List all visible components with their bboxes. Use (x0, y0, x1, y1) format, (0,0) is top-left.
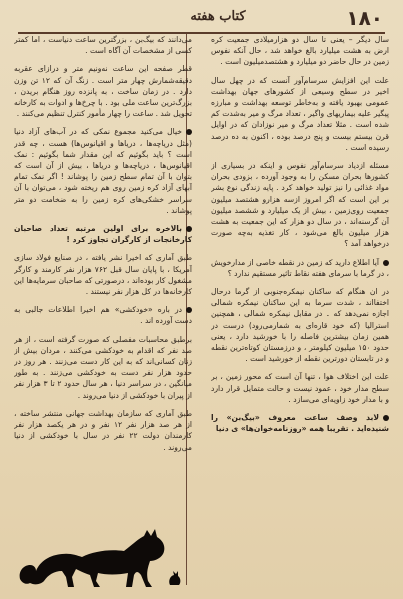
paragraph (14, 126, 192, 216)
left-column (14, 34, 192, 515)
small-cat-icon (169, 571, 180, 585)
paragraph-text: در باره «خودکشی» هم اخیرا اطلاعات جالبی به دست آورده اند . (14, 305, 192, 326)
paragraph-text: بالاخره برای اولین مرتبه تعداد صاحبان کارخانجات از کارگران تجاوز کرد ! (14, 224, 192, 245)
paragraph: طبق آماری که اخیرا نشر یافته ، در صنایع فولاد سازی آمریکا ، با پایان سال قبل ۷۶۲ هزار نفر کارمند و کارگر مشغول کار بوده‌اند ، درصورتی که صاحبان سرمایه‌ها این کارخانه‌ها در کل هزار نفر نیستند . (14, 253, 192, 297)
paragraph (211, 412, 389, 434)
paragraph (211, 257, 389, 279)
paragraph: برطبق محاسبات مفصلی که صورت گرفته است ، از هر صد نفر که اقدام به خودکشی می‌کنند ، مردان بیش از زنان کسانی‌اند که به این کار دست می‌زنند . هر روز در حدود هزار نفر دست به خودکشی می‌زنند . به طور میانگین ، در سراسر دنیا ، هر سال حدود ۲ تا ۳ هزار نفر از پیران با خودکشی از دنیا می‌روند . (14, 334, 192, 400)
magazine-title: کتاب هفته (190, 9, 246, 24)
paragraph: می‌دانند که بیگ‌بن ، بزرگترین ساعت دنیاست ، اما کمتر کسی از مشخصات آن آگاه است . (14, 35, 192, 56)
article-columns (14, 34, 389, 589)
paragraph: مسئله ازدیاد سرسام‌آور نفوس و اینکه در بسیاری از کشورها بحران مسکن را به وجود آورده ، بزودی بحران مواد غذائی را نیز تولید خواهد کرد . پایه زندگی نوع بشر بر این است که اگر امروز ازسه هزارو هشتصد میلیون جمعیت روی‌زمین ، بیش از یک میلیارد و ششصد میلیون آن گرسنه‌اند ، در سال دو هزار که این جمعیت به هشت هزار میلیون بالغ می‌شود ، کار تغذیه به‌چه صورت درخواهد آمد ؟ (211, 161, 389, 249)
bullet-icon (186, 226, 192, 232)
paragraph (14, 223, 192, 245)
paragraph: علت این اختلاف هوا ، تنها آن است که محور زمین ، بر سطح مدار خود ، عمود نیست و حالت متمایل قرار دارد و با مدار خود زاویه‌ای می‌سازد . (211, 372, 389, 404)
paragraph: قطر صفحه این ساعت نه‌ونیم متر و درازای عقربه دقیقه‌شمارش چهار متر است . زنگ آن که ۱۲ تن وزن دارد . در زمان ساخت ، به پانزده روز هنگام بریدن ، بزرگ‌ترین ساعت ملی بود . با چرخ‌ها و ادوات به کارخانه تحویل شد . ساعت را چهار مأمور کنترل تنظیم می‌کنند . (14, 64, 192, 119)
paragraph-text: خیال می‌کنید مجموع نمکی که در آب‌های آزاد دنیا (مثل دریاچه‌ها ، دریاها و اقیانوس‌ها) هست ، چه قدر است ؟ باید بگوئیم که این مقدار شما بگوئیم : نمک اقیانوس‌ها ، دریاچه‌ها و دریاها ، بیش از آن است که بتوان با آن تمام سطح زمین را پوشاند ! اگر نمک تمام آبهای آزاد کره زمین روی هم ریخته شود ، می‌توان با آن سراسر خشکی‌های کره زمین را به ضخامت دو متر پوشاند . (14, 127, 192, 215)
paragraph-text: آیا اطلاع دارید که زمین در نقطه خاصی از مدارخویش ، در گرما با سرمای هفته نقاط تاثیر مستقیم ندارد ؟ (211, 257, 389, 278)
bullet-icon (383, 415, 389, 421)
right-column (211, 34, 389, 589)
black-cat-silhouette (20, 529, 165, 587)
page-header (18, 6, 385, 34)
paragraph: سال دیگر – یعنی تا سال دو هزارمیلادی جمعیت کره ارض به هشت میلیارد بالغ خواهد شد ، حال آنکه نفوس زمین در حال حاضر دو میلیارد و هشتصدمیلیون است . (211, 35, 389, 67)
bullet-icon (186, 129, 192, 135)
bullet-icon (186, 307, 192, 313)
bullet-icon (383, 260, 389, 266)
paragraph: طبق آماری که سازمان بهداشت جهانی منتشر ساخته ، از هر صد هزار نفر ۱۲ نفر و در هر یکصد هزار نفر کارمندان دولت ۲۲ نفر در سال با خودکشی از دنیا می‌روند . (14, 408, 192, 452)
paragraph-heading: لابد وصف ساعت معروف «بیگ‌بن» را شنیده‌اید . (211, 413, 389, 434)
page-number: ۱۸۰ (346, 6, 383, 30)
paragraph-text: تقریبا همه «روزنامه‌خوان‌ها» ی دنیا (215, 424, 349, 434)
paragraph (14, 304, 192, 326)
paragraph: علت این افزایش سرسام‌آور آنست که در چهل سال اخیر در سطح وسیعی از کشورهای جهان بهداشت عمومی بهبود یافته و به‌خاطر توسعه بهداشت و مبارزه پیگیر علیه بیماریهای واگیر ، تعداد مرگ و میر به‌شدت کم شده است . مثلا تعداد مرگ و میر نوزادان که در اوایل قرن بیستم بیست و پنج درصد بوده ، اکنون به ده درصد رسیده است . (211, 75, 389, 152)
black-cat-illustration (14, 521, 184, 591)
paragraph: در ان هنگام که ساکنان نیمکره‌جنوبی از گرما درحال اختفا‌اند ، شدت سرما به این ساکنان نیمکره شمالی اجازه نمی‌دهد که ۔ در مقابل نیمکره شمالی ، همچنین استرالیا (که خود قاره‌ای به شمارمی‌رود) درست در همین زمان بیشترین فاصله را با خورشید دارد ، یعنی حدود ۱۵۰ میلیون کیلومتر ، و درزمستان کوتاه‌ترین نقطه و در تابستان دورترین نقطه از خورشید است . (211, 287, 389, 364)
